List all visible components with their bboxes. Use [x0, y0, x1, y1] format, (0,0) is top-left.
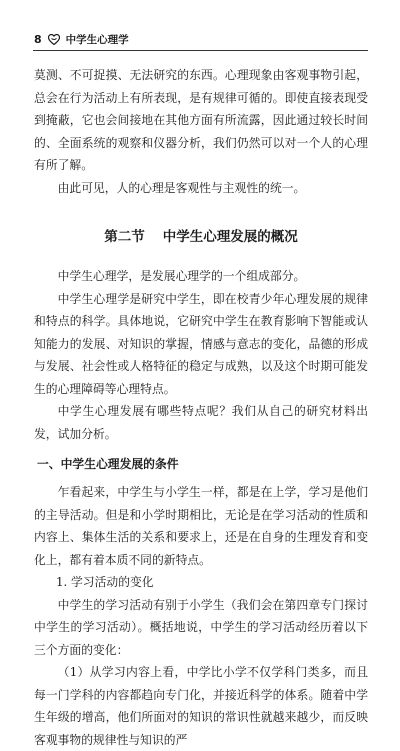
paragraph: 莫测、不可捉摸、无法研究的东西。心理现象由客观事物引起，总会在行为活动上有所表现，是有规律可循的。即使直接表现受到掩蔽，它也会间接地在其他方面有所流露，因此通过较长时间的、全面系统的观察和仪器分析，我们仍然可以对一个人的心理有所了解。	[34, 68, 368, 172]
paragraph: 乍看起来，中学生与小学生一样，都是在上学，学习是他们的主导活动。但是和小学时期相比，无论是在学习活动的性质和内容上、集体生活的关系和要求上，还是在自身的生理发育和变化上，都有着本质不同的新特点。	[34, 485, 368, 567]
section-heading	[34, 225, 368, 245]
heart-logo-icon	[48, 34, 60, 45]
subsection-heading: 一、中学生心理发展的条件	[37, 457, 179, 471]
section-number: 第二节	[104, 229, 145, 245]
page-body	[34, 64, 368, 751]
numbered-heading: 1. 学习活动的变化	[56, 575, 154, 589]
paragraph: 中学生心理发展有哪些特点呢？我们从自己的研究材料出发，试加分析。	[34, 404, 368, 441]
paragraph: （1）从学习内容上看，中学比小学不仅学科门类多，而且每一门学科的内容都趋向专门化，并接近科学的体系。随着中学生年级的增高，他们所面对的知识的常识性就越来越少，而反映客观事物的规律性与知识的严	[34, 665, 368, 747]
header-rule	[33, 50, 368, 51]
paragraph: 中学生心理学，是发展心理学的一个组成部分。	[57, 269, 306, 283]
page-number: 8	[34, 32, 42, 46]
paragraph: 由此可见，人的心理是客观性与主观性的统一。	[57, 180, 306, 195]
section-title: 中学生心理发展的概况	[162, 229, 298, 245]
paragraph: 中学生的学习活动有别于小学生（我们会在第四章专门探讨中学生的学习活动）。概括地说，中学生的学习活动经历着以下三个方面的变化：	[34, 597, 368, 657]
paragraph: 中学生心理学是研究中学生，即在校青少年心理发展的规律和特点的科学。具体地说，它研究中学生在教育影响下智能或认知能力的发展、对知识的掌握，情感与意志的变化，品德的形成与发展、社会性或人格特征的稳定与成熟，以及这个时期可能发生的心理障碍等心理特点。	[34, 291, 368, 396]
running-header	[34, 30, 129, 48]
book-title: 中学生心理学	[65, 33, 129, 46]
